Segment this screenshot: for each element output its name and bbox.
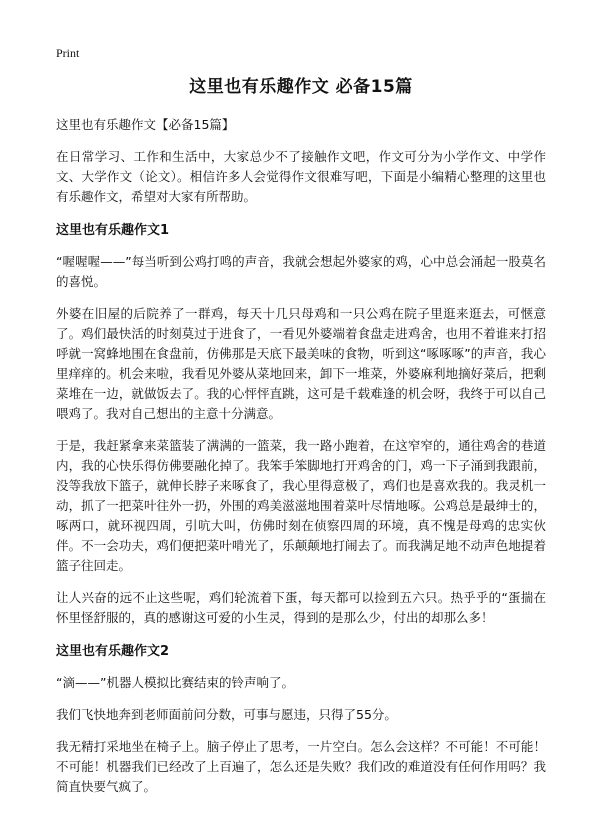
section-1-paragraph: “喔喔喔——”每当听到公鸡打鸣的声音，我就会想起外婆家的鸡，心中总会涌起一股莫名的喜悦。 (56, 254, 546, 289)
intro-paragraph: 在日常学习、工作和生活中，大家总少不了接触作文吧，作文可分为小学作文、中学作文、大学作文（论文）。相信许多人会觉得作文很难写吧，下面是小编精心整理的这里也有乐趣作文，希望对大家有所帮助。 (56, 149, 546, 204)
section-2-heading: 这里也有乐趣作文2 (56, 644, 170, 659)
print-link[interactable]: Print (56, 46, 80, 60)
section-2-paragraph: “滴——”机器人模拟比赛结束的铃声响了。 (56, 675, 294, 690)
section-2-paragraph: 我们飞快地奔到老师面前问分数，可事与愿违，只得了55分。 (56, 707, 397, 722)
article (56, 72, 546, 809)
section-1-paragraph: 让人兴奋的远不止这些呢，鸡们轮流着下蛋，每天都可以捡到五六只。热乎乎的“蛋揣在怀里怪舒服的，真的感谢这可爱的小生灵，得到的是那么少，付出的却那么多！ (56, 590, 546, 625)
section-1-heading: 这里也有乐趣作文1 (56, 223, 170, 238)
section-1-paragraph: 外婆在旧屋的后院养了一群鸡，每天十几只母鸡和一只公鸡在院子里逛来逛去，可惬意了。鸡们最快活的时刻莫过于进食了，一看见外婆端着食盘走进鸡舍，也用不着谁来打招呼就一窝蜂地围在食盘前，仿佛那是天底下最美味的食物，听到这“啄啄啄”的声音，我心里痒痒的。机会来啦，我看见外婆从菜地回来，卸下一堆菜，外婆麻利地摘好菜后，把剩菜堆在一边，就做饭去了。我的心怦怦直跳，这可是千载难逢的机会呀，我终于可以自己喂鸡了。我对自己想出的主意十分满意。 (56, 306, 546, 421)
section-2-paragraph: 我无精打采地坐在椅子上。脑子停止了思考，一片空白。怎么会这样？不可能！不可能！不可能！机器我们已经改了上百遍了，怎么还是失败？我们改的难道没有任何作用吗？我简直快要气疯了。 (56, 739, 546, 794)
article-subtitle: 这里也有乐趣作文【必备15篇】 (56, 117, 235, 132)
article-title: 这里也有乐趣作文 必备15篇 (189, 77, 413, 97)
section-1-paragraph: 于是，我赶紧拿来菜篮装了满满的一篮菜，我一路小跑着，在这窄窄的，通往鸡舍的巷道内，我的心快乐得仿佛要融化掉了。我笨手笨脚地打开鸡舍的门，鸡一下子涌到我跟前，没等我放下篮子，就伸长脖子来啄食了，我心里得意极了，鸡们也是喜欢我的。我灵机一动，抓了一把菜叶往外一扔，外围的鸡美滋滋地围着菜叶尽情地啄。公鸡总是最绅士的，啄两口，就环视四周，引吭大叫，仿佛时刻在侦察四周的环境，真不愧是母鸡的忠实伙伴。不一会功夫，鸡们便把菜叶啃光了，乐颠颠地打闹去了。而我满足地不动声色地提着篮子往回走。 (56, 438, 546, 573)
